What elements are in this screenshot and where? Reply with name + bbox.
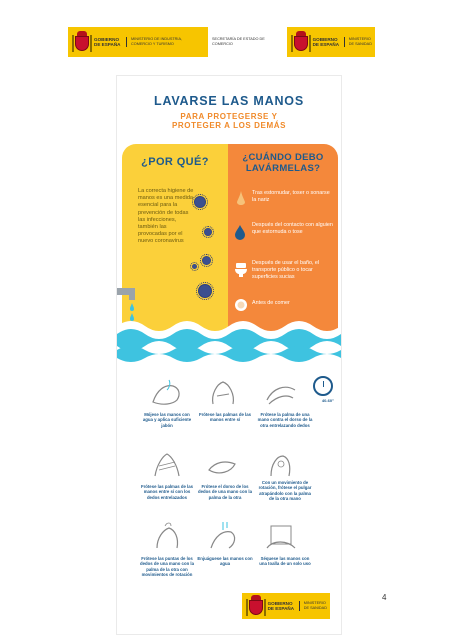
- gob-label: GOBIERNO DE ESPAÑA: [267, 600, 295, 611]
- step-text: Mójese las manos con agua y aplica suficiente jabón: [142, 412, 192, 428]
- nose-icon: [234, 190, 248, 206]
- hands-step-icon: [205, 448, 241, 482]
- when-panel: [228, 144, 338, 332]
- virus-icon: [202, 256, 211, 265]
- why-heading: ¿POR QUÉ?: [141, 156, 209, 168]
- secretariat-label: SECRETARÍA DE ESTADO DE COMERCIO: [212, 37, 265, 46]
- step-text: Séquese las manos con una toalla de un solo uso: [259, 556, 311, 567]
- when-heading-line-1: ¿CUÁNDO DEBO: [242, 152, 324, 163]
- poster-title: LAVARSE LAS MANOS: [154, 94, 304, 108]
- gob-label: GOBIERNO DE ESPAÑA: [94, 36, 121, 47]
- virus-icon: [204, 228, 212, 236]
- virus-icon: [192, 264, 197, 269]
- toilet-icon: [234, 262, 248, 278]
- ministry-health-logo-footer: [242, 593, 330, 619]
- when-item: Después de usar el baño, el transporte público o tocar superficies sucias: [252, 260, 320, 280]
- step-text: Frótese el dorso de los dedos de una mano con la palma de la otra: [198, 484, 252, 500]
- hands-step-icon: [149, 448, 185, 482]
- when-item: Tras estornudar, toser o sonarse la nariz: [252, 190, 330, 203]
- poster-subtitle: [117, 112, 341, 130]
- coat-of-arms-icon: [293, 31, 309, 53]
- step-text: Frótese las palmas de las manos entre sí: [198, 412, 252, 423]
- ministry-label: MINISTERIO DE SANIDAD: [299, 601, 330, 610]
- secretariat-box: [208, 27, 268, 57]
- handwashing-steps: [117, 366, 342, 596]
- page-number: 4: [382, 593, 387, 602]
- handwashing-poster: [116, 75, 342, 635]
- ministry-industry-logo: [68, 27, 268, 57]
- hands-step-icon: [263, 448, 299, 482]
- subtitle-line-1: PARA PROTEGERSE Y: [180, 112, 278, 121]
- hands-step-icon: [205, 376, 241, 410]
- when-item: Después del contacto con alguien que estornuda o tose: [252, 222, 333, 235]
- when-heading-line-2: LAVÁRMELAS?: [245, 163, 321, 174]
- step-text: Frótese las palmas de las manos entre sí con los dedos entrelazados: [140, 484, 194, 500]
- virus-icon: [194, 196, 206, 208]
- hands-step-icon: [263, 520, 299, 554]
- hands-step-icon: [205, 520, 241, 554]
- hands-step-icon: [149, 376, 185, 410]
- hands-step-icon: [263, 376, 299, 410]
- step-text: Con un movimiento de rotación, frótese el pulgar atrapándolo con la palma de la otra mano: [258, 480, 312, 502]
- when-item: Antes de comer: [252, 300, 290, 306]
- when-heading: [228, 152, 338, 174]
- subtitle-line-2: PROTEGER A LOS DEMÁS: [171, 121, 287, 130]
- drop-icon: [234, 224, 246, 240]
- why-text: La correcta higiene de manos es una medida esencial para la prevención de todas las infecciones, también las provocadas por el nuevo coronavirus: [138, 188, 194, 245]
- gob-label: GOBIERNO DE ESPAÑA: [312, 36, 340, 47]
- timer-label: 40-60'': [321, 398, 334, 403]
- step-text: Frótese las puntas de los dedos de una mano con la palma de la otra con movimientos de rotación: [140, 556, 194, 578]
- ministry-label: MINISTERIO DE INDUSTRIA, COMERCIO Y TURISMO: [126, 37, 184, 46]
- water-wave: [117, 308, 342, 368]
- step-text: Enjuáguese las manos con agua: [197, 556, 253, 567]
- ministry-label: MINISTERIO DE SANIDAD: [344, 37, 375, 46]
- hands-step-icon: [149, 520, 185, 554]
- coat-of-arms-icon: [74, 31, 90, 53]
- timer-icon: [313, 376, 333, 396]
- step-text: Frótese la palma de una mano contra el dorso de la otra entrelazando dedos: [257, 412, 313, 428]
- virus-icon: [198, 284, 212, 298]
- coat-of-arms-icon: [248, 595, 264, 617]
- ministry-health-logo: [287, 27, 375, 57]
